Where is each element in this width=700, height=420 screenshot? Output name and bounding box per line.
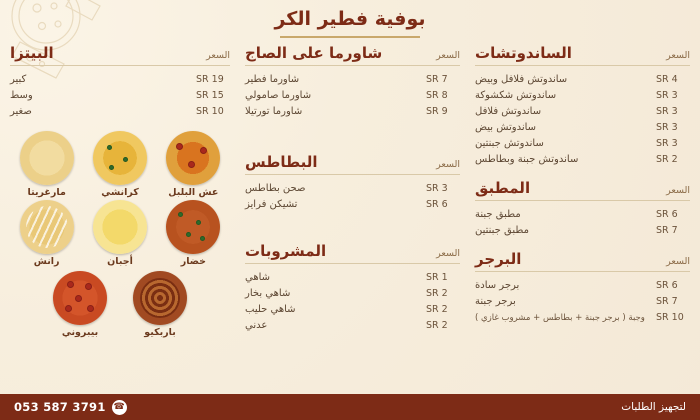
section-title: شاورما على الصاج: [245, 44, 383, 62]
item-name: وجبة ( برجر جبنة + بطاطس + مشروب غازي ): [475, 312, 645, 323]
pizza-image: [166, 200, 220, 254]
menu-item-row: [475, 151, 690, 167]
price-column-label: السعر: [666, 185, 690, 196]
pizza-image: [20, 200, 74, 254]
menu-item-row: [10, 103, 230, 119]
item-price: SR 2: [426, 287, 448, 299]
item-price: SR 6: [426, 198, 448, 210]
section-header: [475, 44, 690, 66]
item-name: مطبق جبنة: [475, 208, 521, 220]
menu-item-row: [475, 222, 690, 238]
item-name: ساندوتش بيض: [475, 121, 537, 133]
pizza-image: [53, 271, 107, 325]
price-column-label: السعر: [666, 50, 690, 61]
item-price: SR 3: [426, 182, 448, 194]
section-title: المشروبات: [245, 242, 327, 260]
menu-item-row: [475, 119, 690, 135]
section-title: البطاطس: [245, 153, 318, 171]
pizza-card: [13, 131, 81, 198]
menu-item-row: [475, 135, 690, 151]
section-shawarma: [245, 44, 460, 119]
phone-contact[interactable]: [14, 400, 127, 415]
pizza-gallery: [10, 131, 230, 338]
menu-item-row: [245, 269, 460, 285]
section-potato: [245, 153, 460, 212]
item-price: SR 3: [656, 137, 678, 149]
item-price: SR 10: [196, 105, 224, 117]
pizza-image: [20, 131, 74, 185]
item-price: SR 2: [426, 319, 448, 331]
item-name: ساندوتش شكشوكة: [475, 89, 557, 101]
pizza-image: [133, 271, 187, 325]
item-price: SR 7: [656, 224, 678, 236]
item-name: شاهي بخار: [245, 287, 291, 299]
pizza-card: [86, 131, 154, 198]
section-header: [475, 250, 690, 272]
pizza-label: رانش: [33, 256, 60, 267]
price-column-label: السعر: [436, 159, 460, 170]
item-name: شاورما تورتيلا: [245, 105, 303, 117]
item-price: SR 4: [656, 73, 678, 85]
section-header: [245, 44, 460, 66]
page-title: بوفية فطير الكر: [274, 8, 426, 30]
pizza-label: باربكيو: [144, 327, 176, 338]
price-column-label: السعر: [206, 50, 230, 61]
item-price: SR 6: [656, 279, 678, 291]
pizza-label: مارغريتا: [27, 187, 66, 198]
item-price: SR 3: [656, 105, 678, 117]
item-name: مطبق جبنتين: [475, 224, 529, 236]
menu-item-row: [245, 103, 460, 119]
item-name: شاهي: [245, 271, 271, 283]
phone-number[interactable]: 053 587 3791: [14, 400, 106, 414]
section-burger: [475, 250, 690, 325]
menu-item-row: [475, 71, 690, 87]
section-sandwiches: [475, 44, 690, 167]
pizza-label: عش البلبل: [168, 187, 219, 198]
menu-item-row: [475, 277, 690, 293]
menu-item-row: [475, 103, 690, 119]
section-title: البرجر: [475, 250, 522, 268]
menu-item-row: [245, 87, 460, 103]
pizza-image: [93, 131, 147, 185]
item-price: SR 6: [656, 208, 678, 220]
pizza-image: [166, 131, 220, 185]
pizza-gallery-row-2: [46, 271, 194, 338]
menu-item-row: [245, 301, 460, 317]
menu-item-row: [245, 317, 460, 333]
section-header: [245, 242, 460, 264]
item-price: SR 1: [426, 271, 448, 283]
pizza-card: [126, 271, 194, 338]
pizza-card: [13, 200, 81, 267]
item-price: SR 3: [656, 121, 678, 133]
section-header: [245, 153, 460, 175]
item-name: تشيكن فرايز: [245, 198, 298, 210]
item-price: SR 8: [426, 89, 448, 101]
footer-bar: [0, 394, 700, 420]
section-pizza: [10, 44, 230, 119]
menu-item-row: [475, 293, 690, 309]
menu-item-row: [245, 180, 460, 196]
menu-item-row: [475, 309, 690, 325]
menu-item-row: [245, 285, 460, 301]
column-right: [475, 44, 690, 337]
menu-item-row: [245, 71, 460, 87]
pizza-image: [93, 200, 147, 254]
item-price: SR 15: [196, 89, 224, 101]
item-price: SR 3: [656, 89, 678, 101]
menu-item-row: [475, 206, 690, 222]
menu-item-row: [475, 87, 690, 103]
item-name: عدني: [245, 319, 268, 331]
section-motabbaq: [475, 179, 690, 238]
item-price: SR 10: [656, 311, 684, 323]
price-column-label: السعر: [436, 50, 460, 61]
pizza-label: بيبروني: [61, 327, 99, 338]
menu-item-row: [10, 71, 230, 87]
item-name: صغير: [10, 105, 32, 117]
pizza-card: [159, 131, 227, 198]
item-name: شاهي حليب: [245, 303, 296, 315]
item-price: SR 2: [656, 153, 678, 165]
pizza-label: كرانشي: [101, 187, 139, 198]
item-name: برجر سادة: [475, 279, 520, 291]
section-header: [10, 44, 230, 66]
item-name: وسط: [10, 89, 33, 101]
item-price: SR 9: [426, 105, 448, 117]
title-divider: [280, 36, 420, 38]
section-title: المطبق: [475, 179, 531, 197]
section-title: الساندوتشات: [475, 44, 572, 62]
item-name: ساندوتش فلافل وبيض: [475, 73, 568, 85]
column-middle: [245, 44, 460, 345]
price-column-label: السعر: [666, 256, 690, 267]
item-price: SR 19: [196, 73, 224, 85]
section-header: [475, 179, 690, 201]
pizza-card: [46, 271, 114, 338]
price-column-label: السعر: [436, 248, 460, 259]
section-drinks: [245, 242, 460, 333]
pizza-label: أجبان: [107, 256, 133, 267]
menu-item-row: [245, 196, 460, 212]
pizza-label: خضار: [180, 256, 206, 267]
pizza-card: [86, 200, 154, 267]
item-name: ساندوتش جبنة وبطاطس: [475, 153, 579, 165]
menu-item-row: [10, 87, 230, 103]
item-name: ساندوتش فلافل: [475, 105, 542, 117]
phone-icon: ☎: [112, 400, 127, 415]
item-price: SR 7: [426, 73, 448, 85]
item-name: شاورما فطير: [245, 73, 300, 85]
item-name: شاورما صامولي: [245, 89, 312, 101]
order-text: لتجهيز الطلبات: [621, 401, 686, 413]
item-name: صحن بطاطس: [245, 182, 306, 194]
section-title: البيتزا: [10, 44, 54, 62]
item-name: ساندوتش جبنتين: [475, 137, 544, 149]
pizza-card: [159, 200, 227, 267]
item-price: SR 2: [426, 303, 448, 315]
item-name: كبير: [10, 73, 27, 85]
item-name: برجر جبنة: [475, 295, 516, 307]
item-price: SR 7: [656, 295, 678, 307]
column-left: [10, 44, 230, 338]
